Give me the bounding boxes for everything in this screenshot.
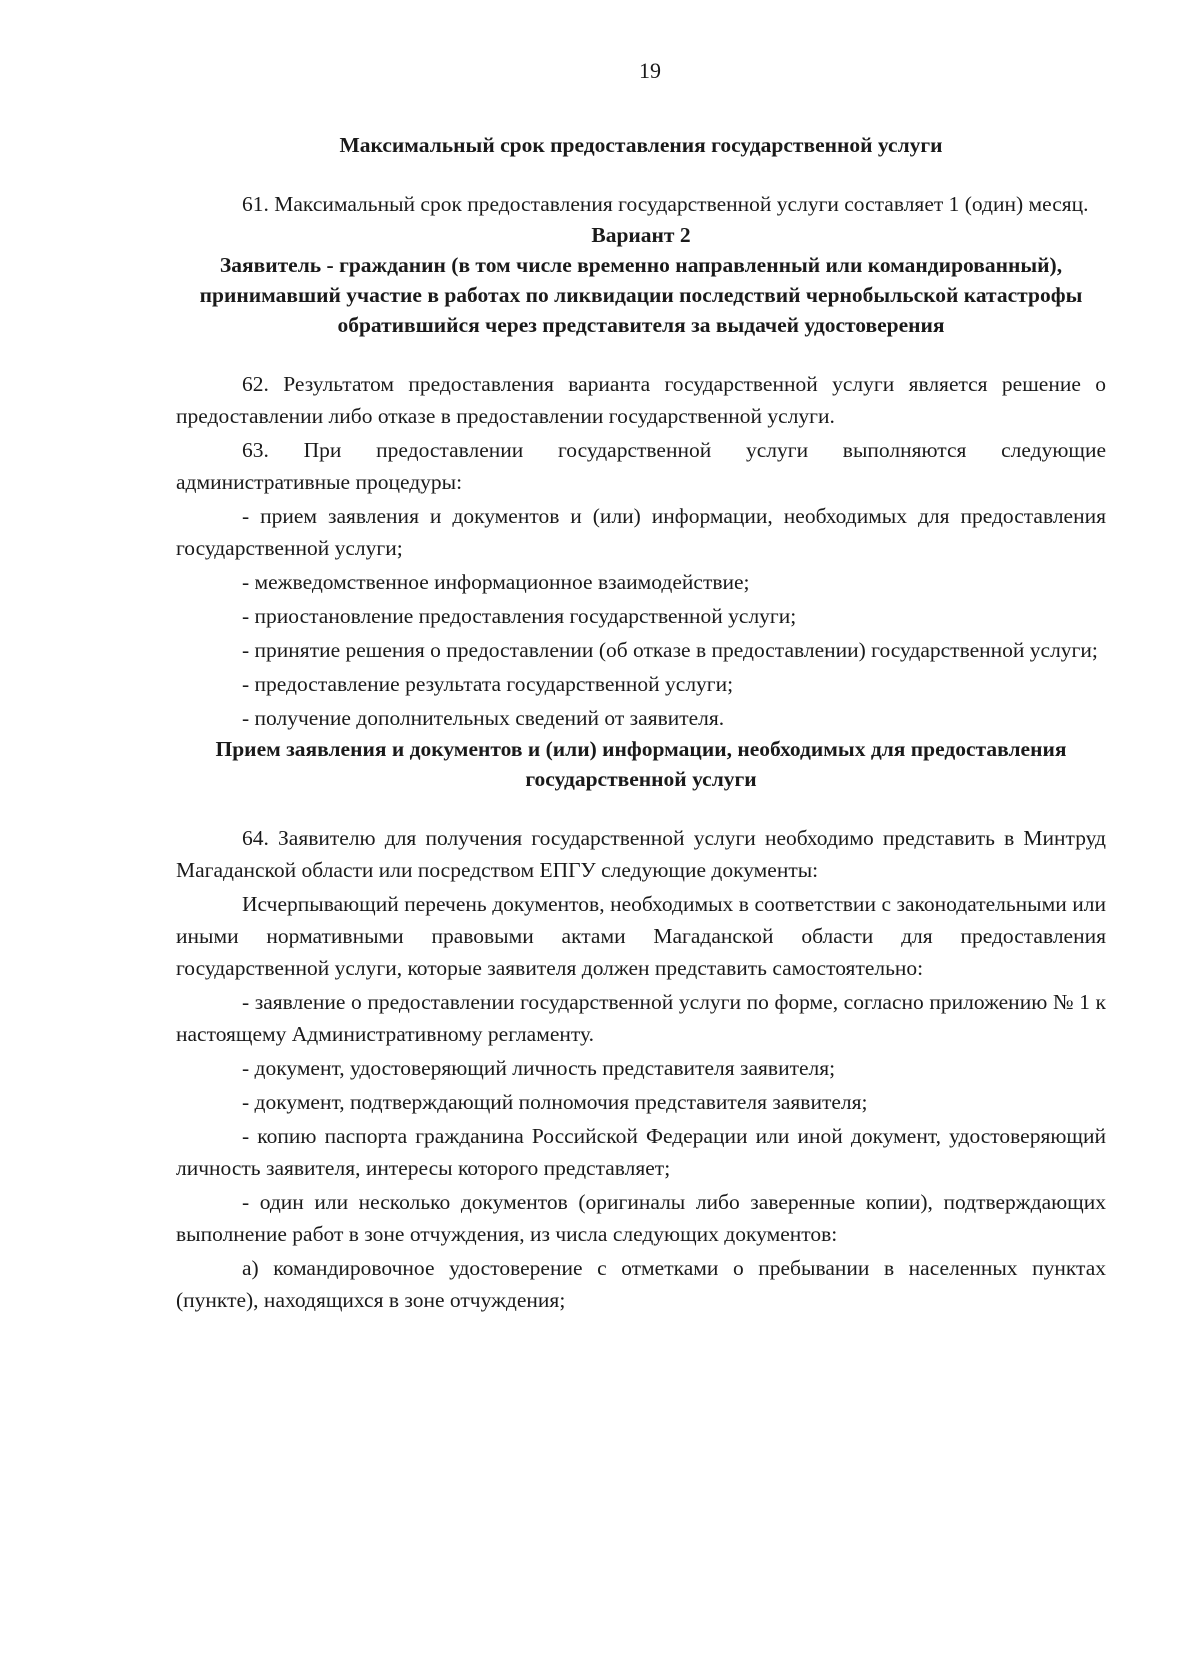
documents-list-intro: Исчерпывающий перечень документов, необходимых в соответствии с законодательными или иными нормативными правовыми актами Магаданской области для предоставления государственной услуги, которые заявителя должен представить самостоятельно: <box>176 892 1106 980</box>
procedure-item: - принятие решения о предоставлении (об отказе в предоставлении) государственной услуги; <box>242 638 1098 662</box>
document-item: - копию паспорта гражданина Российской Федерации или иной документ, удостоверяющий личность заявителя, интересы которого представляет; <box>176 1124 1106 1180</box>
document-item: - документ, удостоверяющий личность представителя заявителя; <box>242 1056 836 1080</box>
heading-variant: Вариант 2 <box>591 223 691 247</box>
paragraph-63: 63. При предоставлении государственной услуги выполняются следующие административные процедуры: <box>176 438 1106 494</box>
procedure-item: - получение дополнительных сведений от заявителя. <box>242 706 725 730</box>
paragraph-62: 62. Результатом предоставления варианта государственной услуги является решение о предоставлении либо отказе в предоставлении государственной услуги. <box>176 372 1106 428</box>
document-item: - заявление о предоставлении государственной услуги по форме, согласно приложению № 1 к настоящему Административному регламенту. <box>176 990 1106 1046</box>
document-item: - один или несколько документов (оригиналы либо заверенные копии), подтверждающих выполнение работ в зоне отчуждения, из числа следующих документов: <box>176 1190 1106 1246</box>
document-body <box>176 130 1106 1316</box>
procedure-item: - прием заявления и документов и (или) информации, необходимых для предоставления государственной услуги; <box>176 504 1106 560</box>
document-item: а) командировочное удостоверение с отметками о пребывании в населенных пунктах (пункте), находящихся в зоне отчуждения; <box>176 1256 1106 1312</box>
paragraph-64: 64. Заявителю для получения государственной услуги необходимо представить в Минтруд Магаданской области или посредством ЕПГУ следующие документы: <box>176 826 1106 882</box>
procedure-item: - межведомственное информационное взаимодействие; <box>242 570 750 594</box>
heading-reception: Прием заявления и документов и (или) информации, необходимых для предоставления государственной услуги <box>215 737 1067 791</box>
document-item: - документ, подтверждающий полномочия представителя заявителя; <box>242 1090 868 1114</box>
heading-max-term: Максимальный срок предоставления государственной услуги <box>339 133 943 157</box>
page-number: 19 <box>639 58 661 83</box>
heading-applicant: Заявитель - гражданин (в том числе временно направленный или командированный), принимавший участие в работах по ликвидации последствий чернобыльской катастрофы обратившийся через представителя за выдачей удостоверения <box>199 253 1083 337</box>
paragraph-61: 61. Максимальный срок предоставления государственной услуги составляет 1 (один) месяц. <box>242 192 1089 216</box>
procedure-item: - приостановление предоставления государственной услуги; <box>242 604 797 628</box>
procedure-item: - предоставление результата государственной услуги; <box>242 672 734 696</box>
